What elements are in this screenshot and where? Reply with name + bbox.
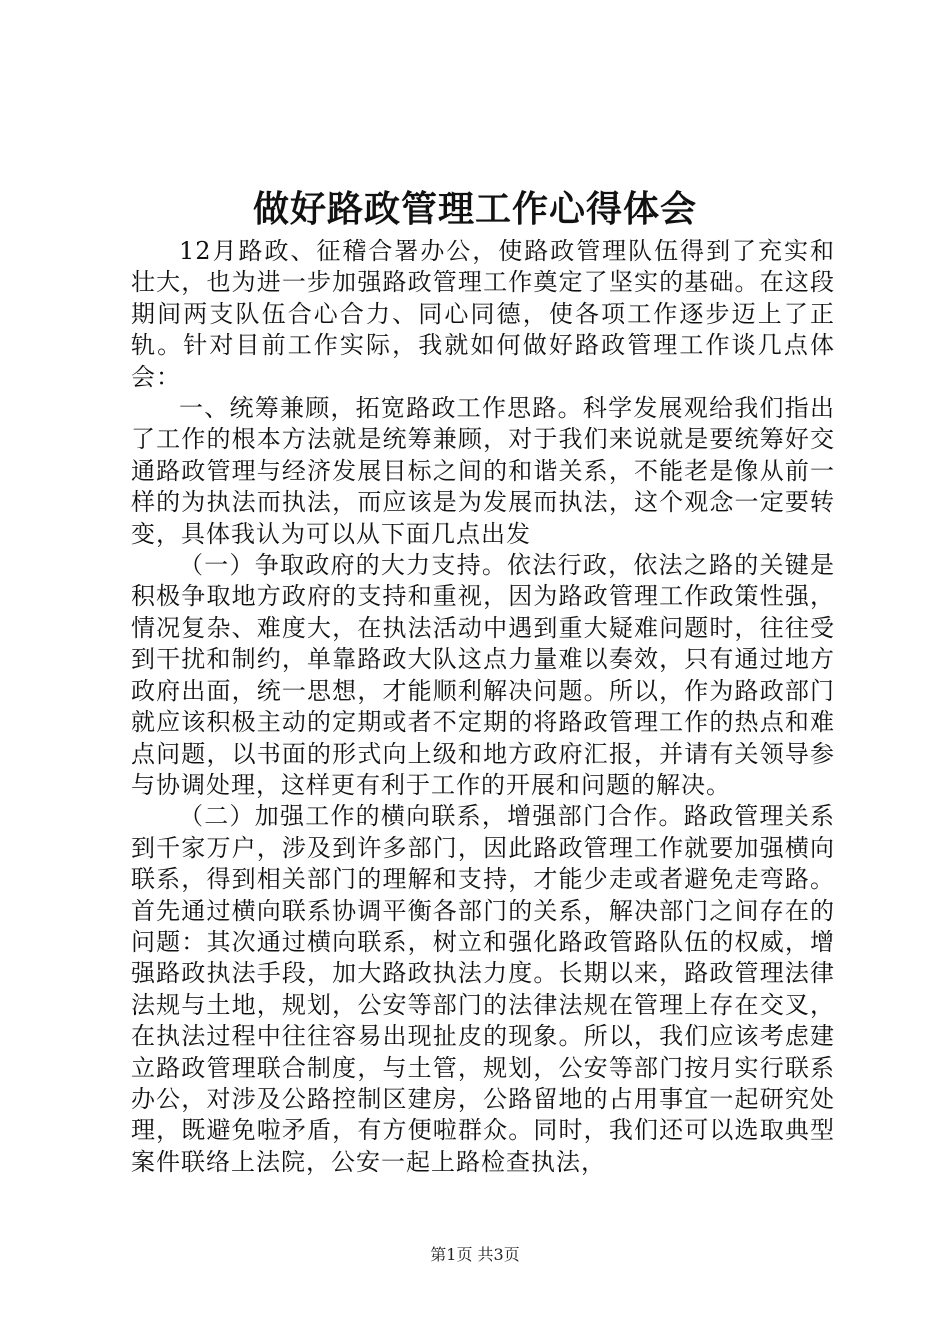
paragraph-section-one: 一、统筹兼顾，拓宽路政工作思路。科学发展观给我们指出了工作的根本方法就是统筹兼顾，对于我们来说就是要统筹好交通路政管理与经济发展目标之间的和谐关系，不能老是像从前一样的为执法而执法，而应该是为发展而执法，这个观念一定要转变，具体我认为可以从下面几点出发 — [131, 394, 835, 548]
document-title: 做好路政管理工作心得体会 — [252, 188, 697, 230]
page-footer: 第1页 共3页 — [430, 1245, 520, 1264]
document-body — [131, 236, 835, 1178]
paragraph-intro: 12月路政、征稽合署办公，使路政管理队伍得到了充实和壮大，也为进一步加强路政管理工作奠定了坚实的基础。在这段期间两支队伍合心合力、同心同德，使各项工作逐步迈上了正轨。针对目前工作实际，我就如何做好路政管理工作谈几点体会： — [131, 237, 835, 391]
paragraph-horizontal-cooperation: （二）加强工作的横向联系，增强部门合作。路政管理关系到千家万户，涉及到许多部门，因此路政管理工作就要加强横向联系，得到相关部门的理解和支持，才能少走或者避免走弯路。首先通过横向联系协调平衡各部门的关系，解决部门之间存在的问题：其次通过横向联系，树立和强化路政管路队伍的权威，增强路政执法手段，加大路政执法力度。长期以来，路政管理法律法规与土地，规划，公安等部门的法律法规在管理上存在交叉，在执法过程中往往容易出现扯皮的现象。所以，我们应该考虑建立路政管理联合制度，与土管，规划，公安等部门按月实行联系办公，对涉及公路控制区建房，公路留地的占用事宜一起研究处理，既避免啦矛盾，有方便啦群众。同时，我们还可以选取典型案件联络上法院，公安一起上路检查执法， — [131, 802, 835, 1176]
paragraph-government-support: （一）争取政府的大力支持。依法行政，依法之路的关键是积极争取地方政府的支持和重视，因为路政管理工作政策性强，情况复杂、难度大，在执法活动中遇到重大疑难问题时，往往受到干扰和制约，单靠路政大队这点力量难以奏效，只有通过地方政府出面，统一思想，才能顺利解决问题。所以，作为路政部门就应该积极主动的定期或者不定期的将路政管理工作的热点和难点问题，以书面的形式向上级和地方政府汇报，并请有关领导参与协调处理，这样更有利于工作的开展和问题的解决。 — [131, 551, 835, 799]
